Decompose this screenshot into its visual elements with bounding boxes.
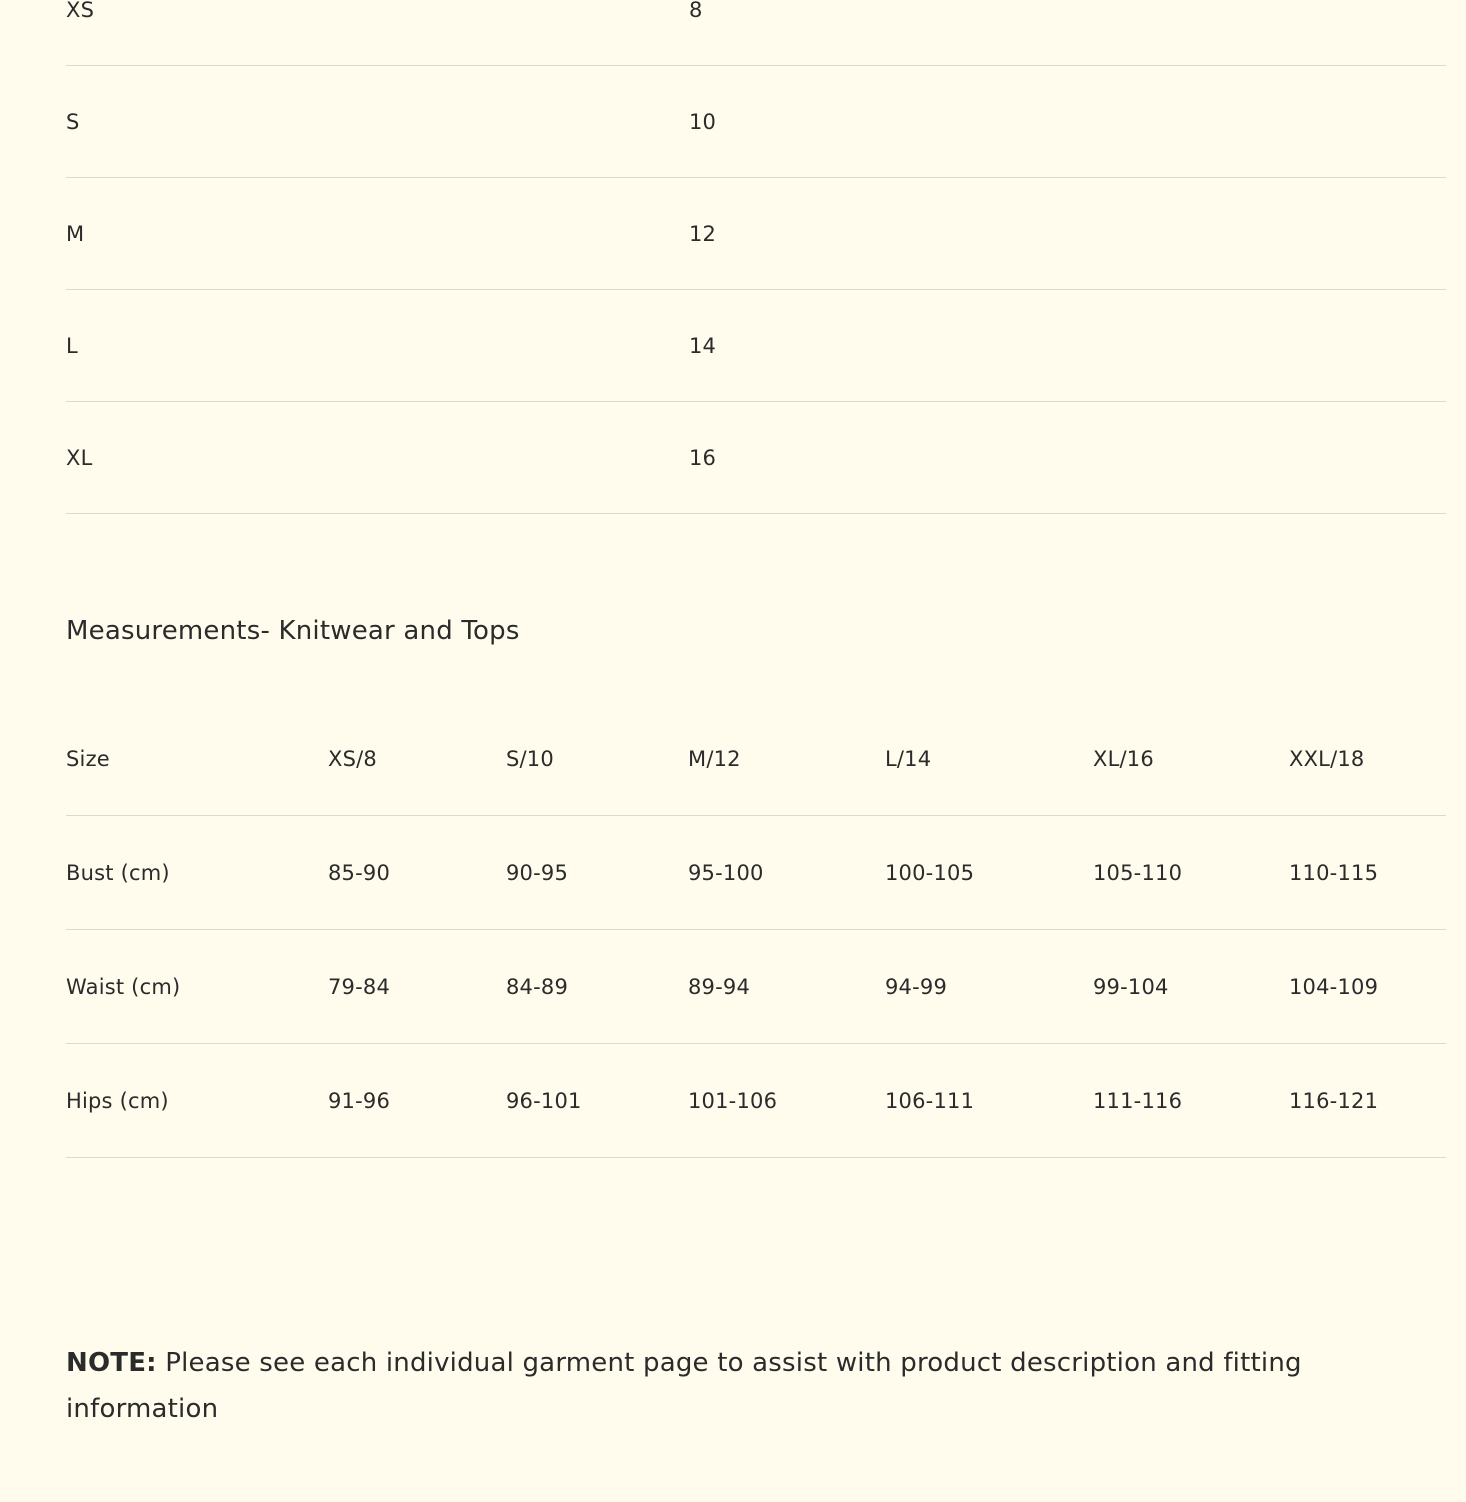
row-label: Bust (cm) — [66, 860, 170, 885]
au-size-cell: 10 — [689, 109, 717, 134]
au-size-cell: 8 — [689, 0, 703, 22]
au-size-cell: 12 — [689, 221, 717, 246]
size-cell: M — [66, 221, 85, 246]
table-cell: 111-116 — [1093, 1088, 1183, 1113]
au-size-cell: 14 — [689, 333, 717, 358]
note-label: NOTE: — [66, 1348, 157, 1378]
header-cell: XXL/18 — [1289, 746, 1365, 771]
size-cell: S — [66, 109, 80, 134]
table-cell: 90-95 — [506, 860, 569, 885]
note-text: Please see each individual garment page to assist with product description and fitting information — [66, 1348, 1302, 1424]
header-cell: M/12 — [688, 746, 741, 771]
table-cell: 110-115 — [1289, 860, 1379, 885]
measurements-title: Measurements- Knitwear and Tops — [66, 616, 520, 646]
header-cell: L/14 — [885, 746, 932, 771]
size-cell: L — [66, 333, 78, 358]
table-cell: 116-121 — [1289, 1088, 1379, 1113]
row-label: Waist (cm) — [66, 974, 181, 999]
measurements-table — [66, 702, 1446, 1158]
table-cell: 91-96 — [328, 1088, 391, 1113]
table-row — [66, 816, 1446, 930]
table-row — [66, 178, 1446, 290]
table-cell: 79-84 — [328, 974, 391, 999]
row-label: Hips (cm) — [66, 1088, 169, 1113]
table-row — [66, 930, 1446, 1044]
table-cell: 95-100 — [688, 860, 764, 885]
table-row — [66, 402, 1446, 514]
au-size-cell: 16 — [689, 445, 717, 470]
table-cell: 94-99 — [885, 974, 948, 999]
header-cell: Size — [66, 746, 110, 771]
table-cell: 105-110 — [1093, 860, 1183, 885]
table-cell: 101-106 — [688, 1088, 778, 1113]
table-header-row — [66, 702, 1446, 816]
table-cell: 106-111 — [885, 1088, 975, 1113]
table-cell: 99-104 — [1093, 974, 1169, 999]
table-row — [66, 0, 1446, 66]
table-cell: 104-109 — [1289, 974, 1379, 999]
table-cell: 85-90 — [328, 860, 391, 885]
size-cell: XL — [66, 445, 93, 470]
table-row — [66, 66, 1446, 178]
table-cell: 96-101 — [506, 1088, 582, 1113]
table-cell: 84-89 — [506, 974, 569, 999]
header-cell: XL/16 — [1093, 746, 1154, 771]
size-cell: XS — [66, 0, 95, 22]
table-row — [66, 1044, 1446, 1158]
size-conversion-table — [66, 0, 1446, 514]
header-cell: S/10 — [506, 746, 554, 771]
table-cell: 100-105 — [885, 860, 975, 885]
fitting-note — [66, 1340, 1406, 1432]
table-row — [66, 290, 1446, 402]
table-cell: 89-94 — [688, 974, 751, 999]
header-cell: XS/8 — [328, 746, 377, 771]
